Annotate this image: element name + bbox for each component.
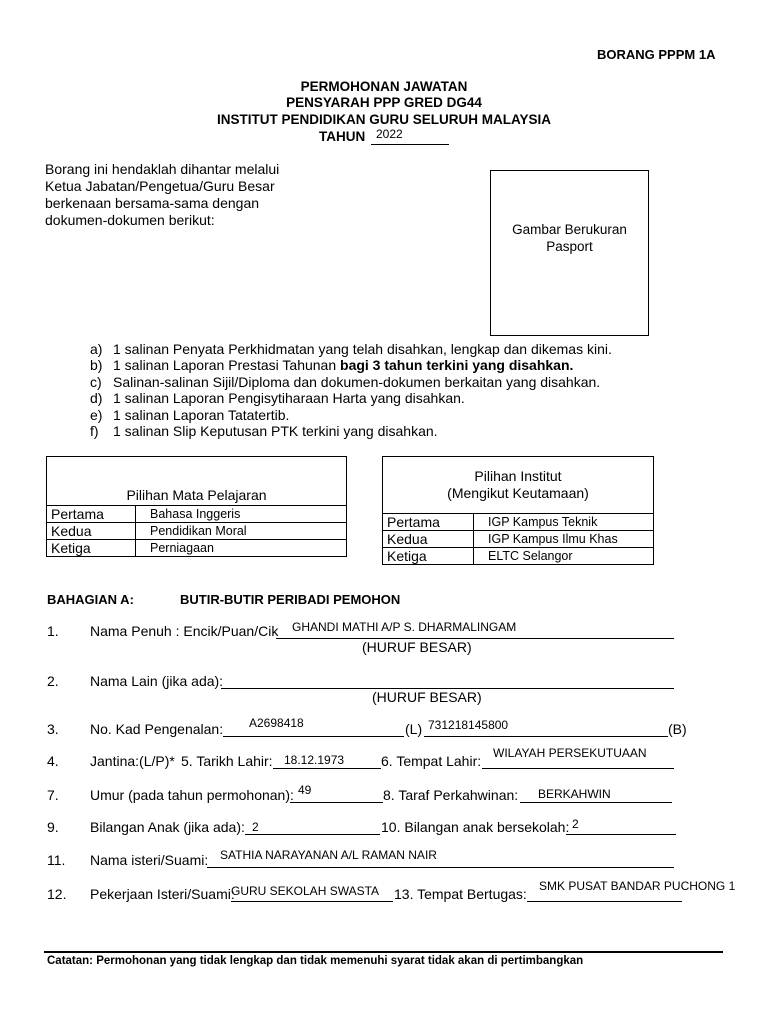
institute-first-input[interactable]: IGP Kampus Teknik [474, 514, 654, 531]
institute-second-input[interactable]: IGP Kampus Ilmu Khas [474, 531, 654, 548]
intro-line: Borang ini hendaklah dihantar melalui [45, 161, 280, 177]
table-row: Pertama Bahasa Inggeris [47, 506, 347, 523]
list-item: e) 1 salinan Laporan Tatatertib. [90, 406, 290, 423]
uppercase-note: (HURUF BESAR) [362, 639, 472, 655]
field-number: 2. [47, 673, 59, 689]
heading-line2: PENSYARAH PPP GRED DG44 [286, 95, 482, 110]
list-item: b) 1 salinan Laporan Prestasi Tahunan bagi 3 tahun terkini yang disahkan. [90, 357, 574, 374]
footer-note: Catatan: Permohonan yang tidak lengkap dan tidak memenuhi syarat tidak akan di pertimbangkan [47, 955, 584, 967]
footer-divider [44, 951, 723, 953]
age-label: Umur (pada tahun permohonan): [90, 787, 294, 803]
spouse-job-label: Pekerjaan Isteri/Suami: [90, 886, 235, 902]
heading-line3: INSTITUT PENDIDIKAN GURU SELURUH MALAYSIA [216, 112, 551, 127]
photo-label-line1: Gambar Berukuran [512, 222, 627, 237]
children-input[interactable]: 2 [252, 820, 259, 834]
section-a-title: BUTIR-BUTIR PERIBADI PEMOHON [180, 592, 401, 607]
table-row: Pertama IGP Kampus Teknik [383, 514, 654, 531]
intro-line: Ketua Jabatan/Pengetua/Guru Besar [45, 178, 275, 194]
workplace-input[interactable]: SMK PUSAT BANDAR PUCHONG 1 [539, 879, 736, 893]
age-input[interactable]: 49 [298, 783, 312, 797]
ic-label: No. Kad Pengenalan: [90, 721, 224, 737]
other-name-label: Nama Lain (jika ada): [90, 673, 224, 689]
ic-old-suffix: (L) [405, 721, 423, 737]
list-item: d) 1 salinan Laporan Pengisytiharaan Harta yang disahkan. [90, 390, 465, 407]
pob-label: 6. Tempat Lahir: [381, 753, 482, 769]
intro-line: berkenaan bersama-sama dengan [45, 195, 260, 211]
intro-line: dokumen-dokumen berikut: [45, 212, 215, 228]
marital-line [520, 802, 672, 803]
spouse-name-input[interactable]: SATHIA NARAYANAN A/L RAMAN NAIR [220, 848, 437, 862]
table-row: Kedua Pendidikan Moral [47, 523, 347, 540]
field-number: 12. [47, 886, 67, 902]
uppercase-note: (HURUF BESAR) [372, 689, 482, 705]
spouse-name-label: Nama isteri/Suami: [90, 852, 209, 868]
tahun-label: TAHUN [319, 129, 366, 144]
institute-choice-title: Pilihan Institut (Mengikut Keutamaan) [383, 457, 654, 514]
spouse-name-line [207, 867, 674, 868]
institute-choice-table [382, 456, 654, 565]
photo-label-line2: Pasport [546, 239, 593, 254]
subject-first-input[interactable]: Bahasa Inggeris [136, 506, 347, 523]
gender-label: Jantina:(L/P)* [90, 753, 175, 769]
document-list [90, 341, 612, 439]
marital-label: 8. Taraf Perkahwinan: [383, 787, 519, 803]
age-line [290, 802, 383, 803]
children-line [245, 834, 380, 835]
list-item: c) Salinan-salinan Sijil/Diploma dan dokumen-dokumen berkaitan yang disahkan. [90, 373, 601, 390]
schooling-line [566, 834, 676, 835]
ic-old-input[interactable]: A2698418 [249, 716, 304, 730]
list-item: f) 1 salinan Slip Keputusan PTK terkini yang disahkan. [90, 423, 438, 440]
subject-choice-table [46, 456, 347, 557]
field-number: 1. [47, 623, 59, 639]
field-number: 7. [47, 787, 59, 803]
spouse-job-line [231, 901, 393, 902]
field-number: 3. [47, 721, 59, 737]
table-row: Kedua IGP Kampus Ilmu Khas [383, 531, 654, 548]
ic-old-line [223, 736, 404, 737]
workplace-line [527, 901, 682, 902]
table-row: Ketiga Perniagaan [47, 540, 347, 557]
marital-input[interactable]: BERKAHWIN [538, 787, 611, 801]
field-number: 11. [47, 852, 66, 868]
subject-choice-title: Pilihan Mata Pelajaran [47, 457, 347, 506]
pob-input[interactable]: WILAYAH PERSEKUTUAAN [493, 746, 647, 760]
section-a-label: BAHAGIAN A: [47, 592, 134, 607]
full-name-input[interactable]: GHANDI MATHI A/P S. DHARMALINGAM [292, 620, 517, 634]
workplace-label: 13. Tempat Bertugas: [394, 886, 527, 902]
schooling-label: 10. Bilangan anak bersekolah: [381, 819, 570, 835]
list-item: a) 1 salinan Penyata Perkhidmatan yang telah disahkan, lengkap dan dikemas kini. [90, 341, 612, 357]
dob-input[interactable]: 18.12.1973 [284, 753, 345, 767]
table-row: Ketiga ELTC Selangor [383, 548, 654, 565]
pob-line [482, 768, 674, 769]
ic-new-line [424, 736, 668, 737]
subject-third-input[interactable]: Perniagaan [136, 540, 347, 557]
full-name-line [276, 638, 674, 639]
institute-third-input[interactable]: ELTC Selangor [474, 548, 654, 565]
subject-second-input[interactable]: Pendidikan Moral [136, 523, 347, 540]
schooling-input[interactable]: 2 [572, 817, 579, 831]
full-name-label: Nama Penuh : Encik/Puan/Cik [90, 623, 279, 639]
dob-line [273, 768, 381, 769]
form-code: BORANG PPPM 1A [597, 47, 716, 62]
heading-line1: PERMOHONAN JAWATAN [300, 79, 468, 94]
tahun-value[interactable]: 2022 [376, 127, 403, 141]
passport-photo-box[interactable] [490, 170, 649, 336]
ic-new-input[interactable]: 731218145800 [428, 718, 509, 732]
dob-label: 5. Tarikh Lahir: [181, 753, 273, 769]
children-label: Bilangan Anak (jika ada): [90, 819, 245, 835]
intro-text [45, 161, 279, 229]
tahun-line [371, 144, 449, 145]
field-number: 9. [47, 819, 59, 835]
spouse-job-input[interactable]: GURU SEKOLAH SWASTA [231, 884, 380, 898]
field-number: 4. [47, 753, 59, 769]
ic-new-suffix: (B) [668, 721, 687, 737]
